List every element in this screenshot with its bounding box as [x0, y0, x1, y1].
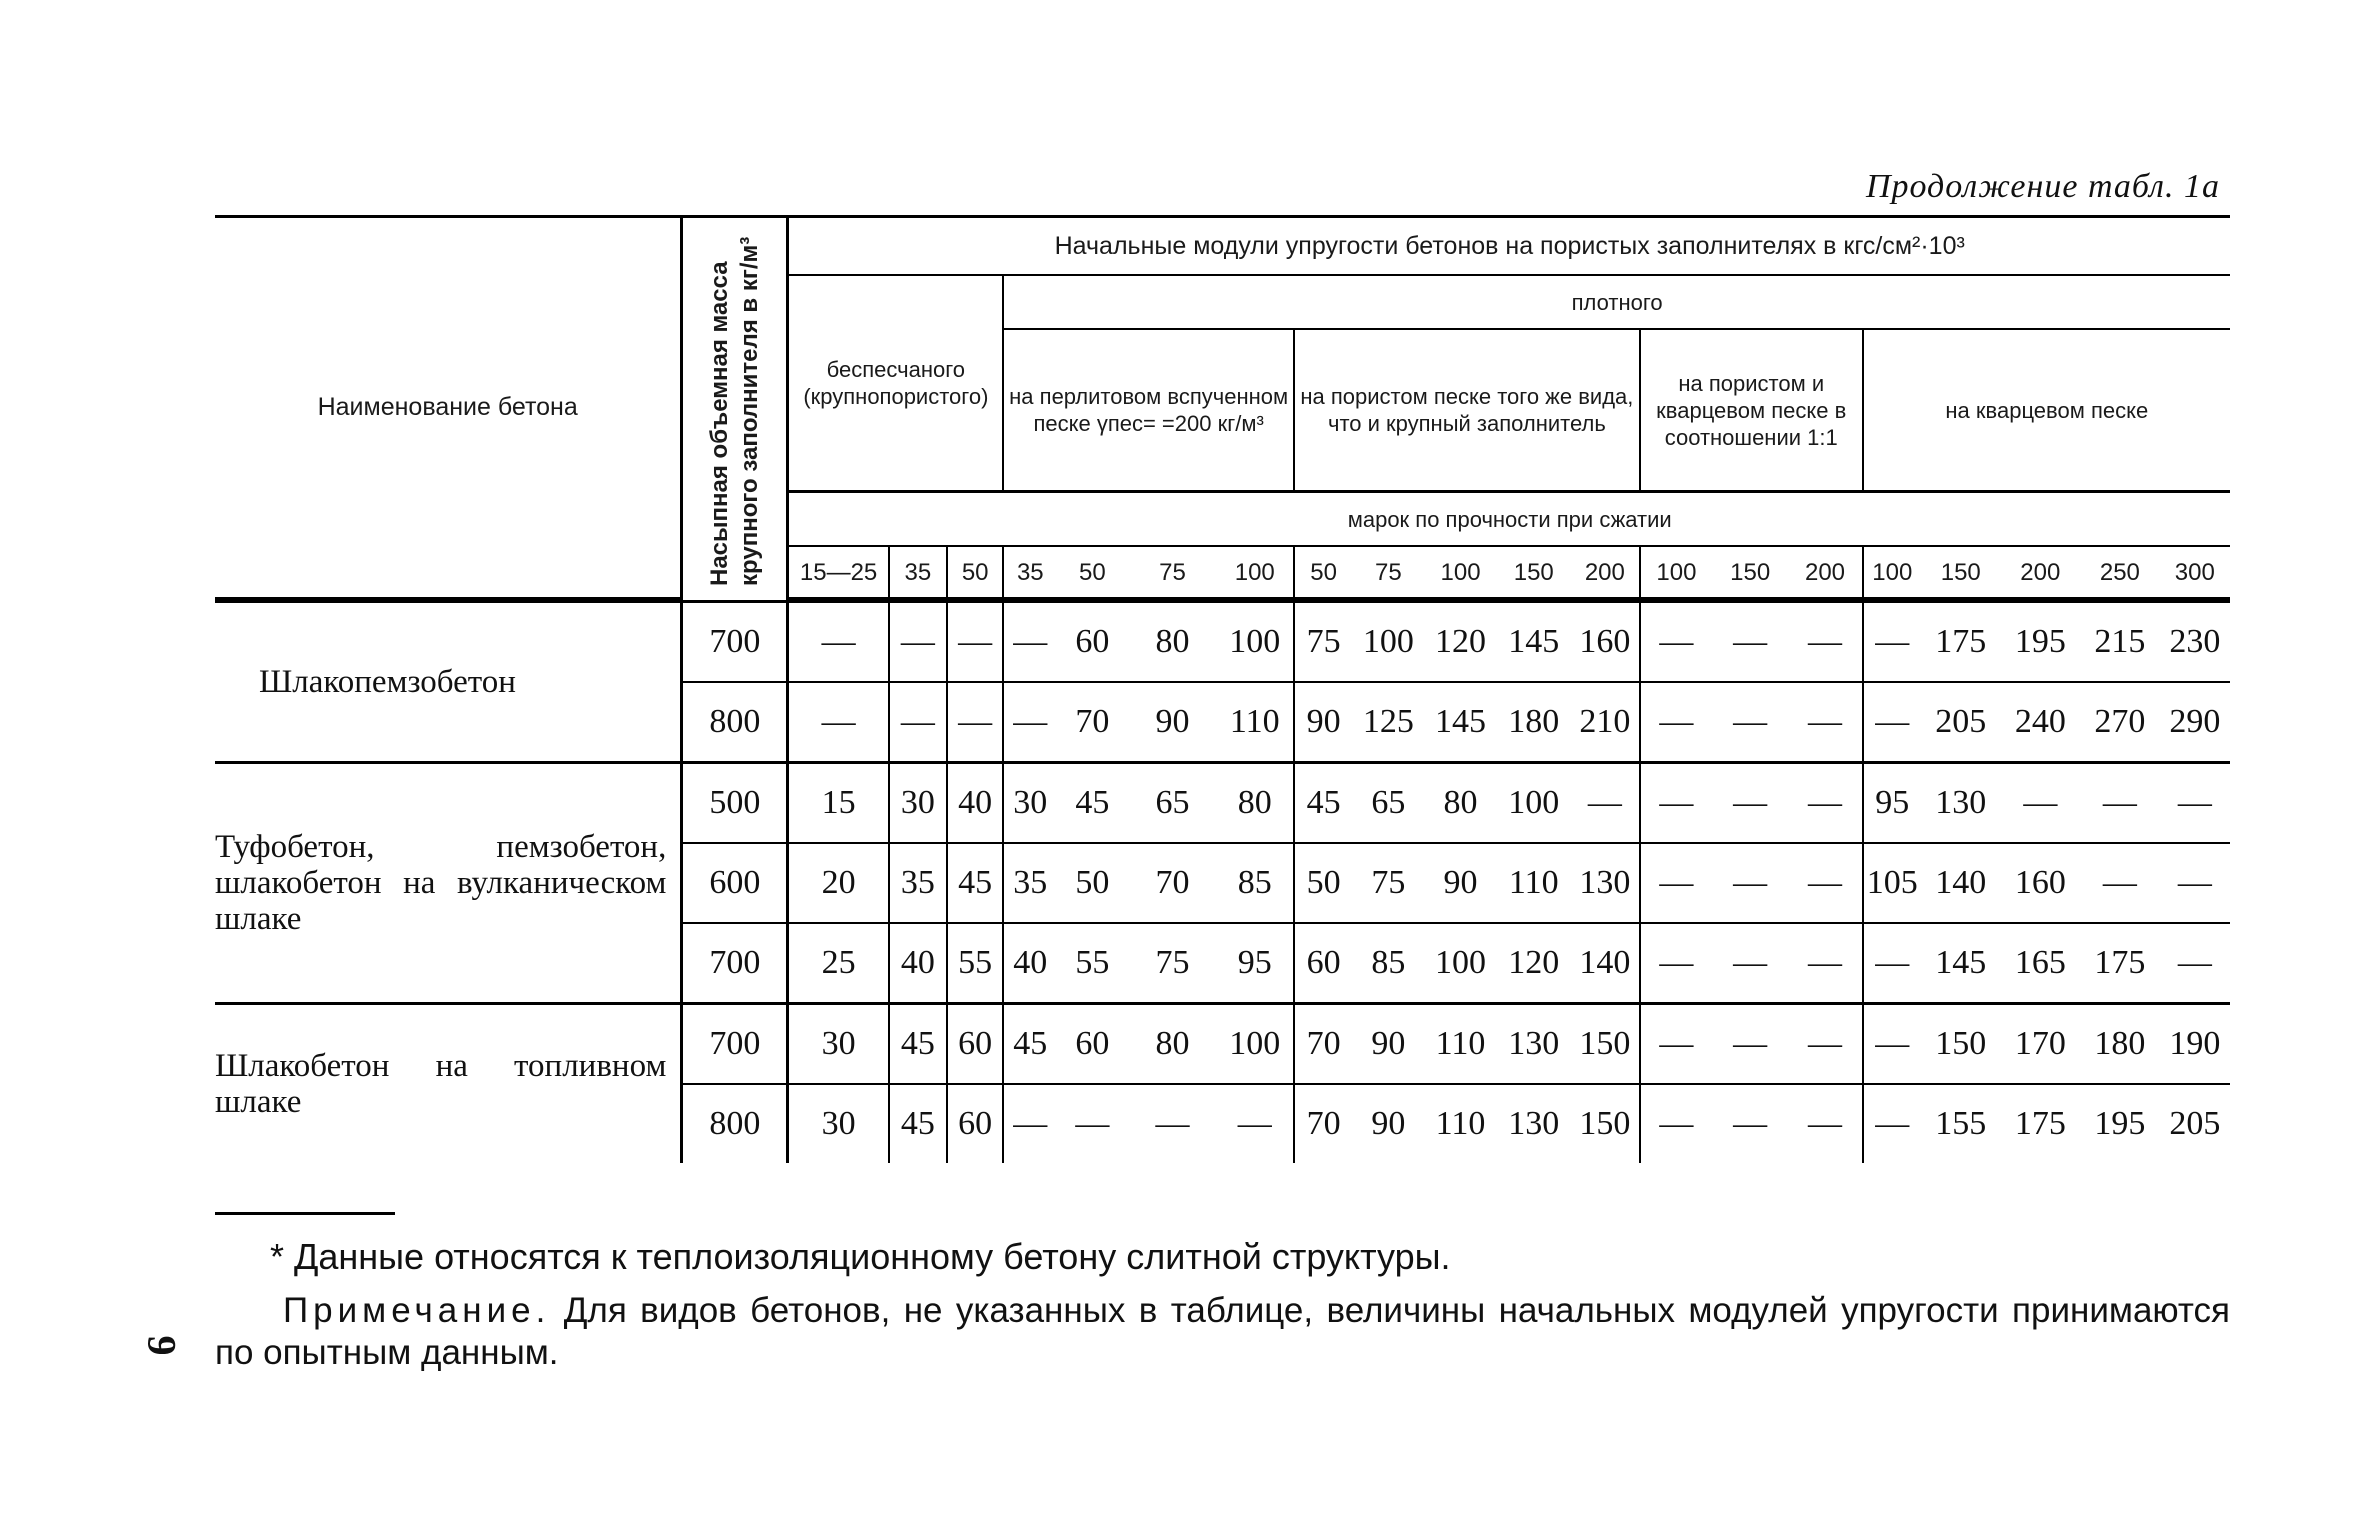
modulus-value-cell: 70: [1294, 1084, 1352, 1163]
grade-cell: 250: [2080, 546, 2160, 599]
modulus-value-cell: 110: [1497, 843, 1571, 923]
bulk-mass-cell: 700: [682, 1004, 788, 1085]
modulus-value-cell: —: [2160, 843, 2230, 923]
bulk-mass-cell: 800: [682, 682, 788, 763]
modulus-value-cell: 60: [947, 1084, 1003, 1163]
grade-cell: 200: [1788, 546, 1862, 599]
table-caption: Продолжение табл. 1а: [1865, 168, 2220, 205]
modulus-value-cell: 90: [1128, 682, 1216, 763]
grade-cell: 150: [1712, 546, 1788, 599]
modulus-value-cell: —: [1217, 1084, 1294, 1163]
modulus-value-cell: 290: [2160, 682, 2230, 763]
note-lead: Примечание.: [283, 1291, 551, 1330]
modulus-value-cell: 175: [2001, 1084, 2081, 1163]
header-sandless: беспесчаного (крупнопористого): [788, 275, 1003, 492]
grade-cell: 150: [1921, 546, 2001, 599]
modulus-value-cell: 180: [1497, 682, 1571, 763]
modulus-value-cell: —: [1003, 1084, 1056, 1163]
modulus-value-cell: 40: [1003, 923, 1056, 1004]
modulus-value-cell: —: [1056, 1084, 1128, 1163]
modulus-value-cell: 175: [2080, 923, 2160, 1004]
grade-cell: 200: [1571, 546, 1640, 599]
modulus-value-cell: —: [2160, 923, 2230, 1004]
modulus-value-cell: 100: [1217, 602, 1294, 683]
grade-cell: 50: [1294, 546, 1352, 599]
modulus-value-cell: 30: [788, 1084, 889, 1163]
modulus-value-cell: 190: [2160, 1004, 2230, 1085]
modulus-value-cell: 145: [1424, 682, 1496, 763]
modulus-value-cell: 145: [1497, 602, 1571, 683]
header-strength-marks: марок по прочности при сжатии: [788, 492, 2230, 547]
modulus-value-cell: —: [788, 602, 889, 683]
modulus-value-cell: 70: [1294, 1004, 1352, 1085]
modulus-value-cell: —: [1003, 602, 1056, 683]
modulus-value-cell: 45: [947, 843, 1003, 923]
modulus-value-cell: 100: [1352, 602, 1424, 683]
modulus-value-cell: 50: [1056, 843, 1128, 923]
modulus-value-cell: 45: [1003, 1004, 1056, 1085]
concrete-name: Шлакобетон на топливном шлаке: [215, 1004, 682, 1164]
modulus-value-cell: 230: [2160, 602, 2230, 683]
modulus-value-cell: 40: [947, 763, 1003, 844]
modulus-value-cell: —: [1788, 1004, 1862, 1085]
modulus-value-cell: —: [1640, 843, 1712, 923]
modulus-value-cell: 90: [1352, 1084, 1424, 1163]
modulus-value-cell: 100: [1217, 1004, 1294, 1085]
modulus-value-cell: 65: [1128, 763, 1216, 844]
modulus-value-cell: 60: [1056, 1004, 1128, 1085]
modulus-value-cell: 110: [1424, 1004, 1496, 1085]
modulus-value-cell: 85: [1352, 923, 1424, 1004]
bulk-mass-cell: 600: [682, 843, 788, 923]
modulus-value-cell: 130: [1571, 843, 1640, 923]
header-concrete-name: Наименование бетона: [215, 217, 682, 599]
grade-cell: 100: [1424, 546, 1496, 599]
modulus-value-cell: 30: [788, 1004, 889, 1085]
modulus-value-cell: 45: [889, 1004, 947, 1085]
modulus-value-cell: —: [2080, 763, 2160, 844]
modulus-value-cell: 80: [1128, 1004, 1216, 1085]
page-number: 9: [139, 1335, 185, 1356]
modulus-value-cell: —: [1788, 682, 1862, 763]
modulus-value-cell: —: [788, 682, 889, 763]
modulus-value-cell: 55: [1056, 923, 1128, 1004]
modulus-value-cell: —: [1640, 602, 1712, 683]
modulus-value-cell: —: [1863, 923, 1921, 1004]
modulus-value-cell: 95: [1863, 763, 1921, 844]
header-bulk-mass: Насыпная объемная масса крупного заполнителя в кг/м³: [682, 217, 788, 602]
header-perlite-sand: на перлитовом вспученном песке γпес= =200 кг/м³: [1003, 329, 1294, 492]
modulus-value-cell: 150: [1571, 1004, 1640, 1085]
modulus-value-cell: 30: [1003, 763, 1056, 844]
modulus-value-cell: —: [2160, 763, 2230, 844]
modulus-value-cell: —: [889, 682, 947, 763]
modulus-value-cell: 75: [1352, 843, 1424, 923]
grade-cell: 75: [1128, 546, 1216, 599]
modulus-value-cell: 150: [1571, 1084, 1640, 1163]
modulus-value-cell: 40: [889, 923, 947, 1004]
modulus-value-cell: —: [1863, 602, 1921, 683]
modulus-value-cell: 120: [1497, 923, 1571, 1004]
grade-cell: 100: [1863, 546, 1921, 599]
modulus-value-cell: 55: [947, 923, 1003, 1004]
modulus-value-cell: 160: [2001, 843, 2081, 923]
modulus-value-cell: —: [947, 602, 1003, 683]
modulus-value-cell: 15: [788, 763, 889, 844]
modulus-value-cell: —: [1640, 682, 1712, 763]
modulus-value-cell: 85: [1217, 843, 1294, 923]
bulk-mass-cell: 500: [682, 763, 788, 844]
bulk-mass-cell: 800: [682, 1084, 788, 1163]
modulus-value-cell: 75: [1128, 923, 1216, 1004]
grade-cell: 35: [1003, 546, 1056, 599]
grade-cell: 35: [889, 546, 947, 599]
table-row: [215, 763, 2230, 844]
modulus-value-cell: —: [1788, 763, 1862, 844]
modulus-value-cell: 105: [1863, 843, 1921, 923]
modulus-value-cell: —: [1571, 763, 1640, 844]
modulus-value-cell: —: [2080, 843, 2160, 923]
modulus-value-cell: 195: [2080, 1084, 2160, 1163]
grade-cell: 150: [1497, 546, 1571, 599]
modulus-value-cell: 80: [1424, 763, 1496, 844]
modulus-value-cell: 80: [1128, 602, 1216, 683]
table-body: [215, 602, 2230, 1164]
modulus-value-cell: 90: [1352, 1004, 1424, 1085]
modulus-value-cell: 205: [2160, 1084, 2230, 1163]
modulus-value-cell: 140: [1921, 843, 2001, 923]
modulus-value-cell: —: [1128, 1084, 1216, 1163]
grade-cell: 50: [947, 546, 1003, 599]
grade-cell: 15—25: [788, 546, 889, 599]
table-row: [215, 1004, 2230, 1085]
concrete-name: Шлакопемзобетон: [215, 602, 682, 763]
modulus-value-cell: 270: [2080, 682, 2160, 763]
grade-cell: 50: [1056, 546, 1128, 599]
modulus-value-cell: —: [1640, 923, 1712, 1004]
modulus-value-cell: 240: [2001, 682, 2081, 763]
modulus-value-cell: 130: [1497, 1084, 1571, 1163]
modulus-value-cell: 70: [1128, 843, 1216, 923]
modulus-value-cell: 205: [1921, 682, 2001, 763]
note-text: Для видов бетонов, не указанных в таблице, величины начальных модулей упругости принимаются по опытным данным.: [215, 1291, 2230, 1372]
bulk-mass-cell: 700: [682, 602, 788, 683]
modulus-value-cell: 90: [1424, 843, 1496, 923]
modulus-value-cell: —: [1788, 923, 1862, 1004]
modulus-value-cell: 20: [788, 843, 889, 923]
grade-cell: 100: [1217, 546, 1294, 599]
modulus-value-cell: —: [1640, 1004, 1712, 1085]
modulus-value-cell: —: [1003, 682, 1056, 763]
modulus-value-cell: 125: [1352, 682, 1424, 763]
modulus-value-cell: 80: [1217, 763, 1294, 844]
modulus-value-cell: 120: [1424, 602, 1496, 683]
modulus-value-cell: —: [1863, 682, 1921, 763]
modulus-value-cell: 150: [1921, 1004, 2001, 1085]
modulus-value-cell: —: [947, 682, 1003, 763]
grade-cell: 200: [2001, 546, 2081, 599]
modulus-value-cell: 60: [1294, 923, 1352, 1004]
modulus-value-cell: —: [1863, 1004, 1921, 1085]
modulus-value-cell: —: [1712, 923, 1788, 1004]
modulus-value-cell: 110: [1424, 1084, 1496, 1163]
modulus-value-cell: 35: [1003, 843, 1056, 923]
modulus-value-cell: —: [1788, 843, 1862, 923]
modulus-value-cell: —: [1640, 763, 1712, 844]
table-row: [215, 602, 2230, 683]
modulus-value-cell: 140: [1571, 923, 1640, 1004]
modulus-value-cell: 70: [1056, 682, 1128, 763]
header-porous-same-sand: на пористом песке того же вида, что и крупный заполнитель: [1294, 329, 1640, 492]
modulus-value-cell: —: [1863, 1084, 1921, 1163]
modulus-value-cell: 195: [2001, 602, 2081, 683]
grade-cell: 75: [1352, 546, 1424, 599]
modulus-value-cell: 170: [2001, 1004, 2081, 1085]
modulus-value-cell: —: [2001, 763, 2081, 844]
bulk-mass-cell: 700: [682, 923, 788, 1004]
header-porous-quartz-sand: на пористом и кварцевом песке в соотношении 1:1: [1640, 329, 1863, 492]
modulus-value-cell: 25: [788, 923, 889, 1004]
modulus-value-cell: 155: [1921, 1084, 2001, 1163]
note-paragraph: [215, 1290, 2230, 1374]
modulus-value-cell: —: [1712, 682, 1788, 763]
modulus-value-cell: —: [1788, 1084, 1862, 1163]
grade-cell: 300: [2160, 546, 2230, 599]
modulus-value-cell: —: [1640, 1084, 1712, 1163]
header-dense: плотного: [1003, 275, 2230, 329]
modulus-value-cell: —: [1788, 602, 1862, 683]
grade-cell: 100: [1640, 546, 1712, 599]
modulus-value-cell: 175: [1921, 602, 2001, 683]
modulus-value-cell: 130: [1921, 763, 2001, 844]
modulus-value-cell: 65: [1352, 763, 1424, 844]
modulus-value-cell: 90: [1294, 682, 1352, 763]
header-quartz-sand: на кварцевом песке: [1863, 329, 2230, 492]
footnote: * Данные относятся к теплоизоляционному бетону слитной структуры.: [270, 1236, 1451, 1277]
modulus-value-cell: 75: [1294, 602, 1352, 683]
modulus-value-cell: 35: [889, 843, 947, 923]
modulus-value-cell: 100: [1497, 763, 1571, 844]
modulus-value-cell: 215: [2080, 602, 2160, 683]
modulus-value-cell: 45: [1056, 763, 1128, 844]
modulus-value-cell: —: [1712, 1004, 1788, 1085]
modulus-value-cell: —: [1712, 763, 1788, 844]
modulus-value-cell: —: [889, 602, 947, 683]
modulus-value-cell: 45: [889, 1084, 947, 1163]
modulus-value-cell: 160: [1571, 602, 1640, 683]
modulus-value-cell: 60: [947, 1004, 1003, 1085]
modulus-value-cell: —: [1712, 1084, 1788, 1163]
modulus-value-cell: 95: [1217, 923, 1294, 1004]
modulus-value-cell: 30: [889, 763, 947, 844]
modulus-value-cell: 130: [1497, 1004, 1571, 1085]
concrete-name: Туфобетон, пемзобетон, шлакобетон на вулканическом шлаке: [215, 763, 682, 1004]
modulus-value-cell: 100: [1424, 923, 1496, 1004]
modulus-value-cell: 50: [1294, 843, 1352, 923]
header-modulus-title: Начальные модули упругости бетонов на пористых заполнителях в кгс/см²·10³: [788, 217, 2230, 276]
elasticity-modulus-table: [215, 215, 2230, 1163]
modulus-value-cell: 45: [1294, 763, 1352, 844]
header-row-1: [215, 217, 2230, 276]
footnote-rule: [215, 1212, 395, 1215]
modulus-value-cell: 165: [2001, 923, 2081, 1004]
modulus-value-cell: 180: [2080, 1004, 2160, 1085]
modulus-value-cell: 110: [1217, 682, 1294, 763]
modulus-value-cell: —: [1712, 843, 1788, 923]
modulus-value-cell: —: [1712, 602, 1788, 683]
modulus-value-cell: 210: [1571, 682, 1640, 763]
modulus-value-cell: 60: [1056, 602, 1128, 683]
modulus-value-cell: 145: [1921, 923, 2001, 1004]
